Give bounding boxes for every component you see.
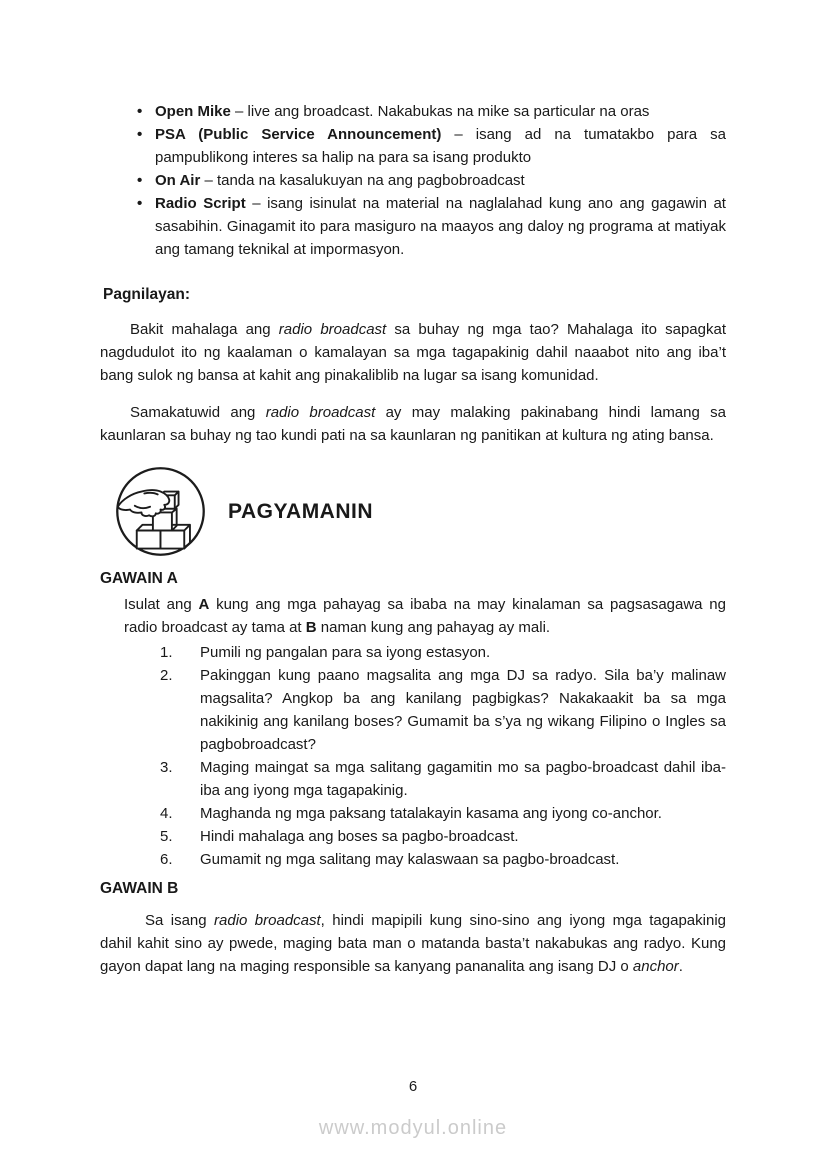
pagyamanin-banner [100,464,726,559]
list-item [100,100,726,123]
list-item [100,848,726,871]
text: kung ang mga pahayag sa ibaba na may kinalaman sa pagsasagawa ng radio broadcast ay tama at [124,596,726,636]
item-text: Pakinggan kung paano magsalita ang mga DJ sa radyo. Sila ba’y malinaw magsalita? Angkop ba ang kanilang pagbigkas? Nakakaakit ba sa mga nakikinig ang kanilang boses? Gumamit ba s’ya ng wikang Filipino o Ingles sa pagbobroadcast? [200,667,726,753]
reflection-paragraph-2 [100,401,726,447]
section-heading-pagnilayan: Pagnilayan: [103,286,190,303]
gawain-a-numbered-list [100,641,726,871]
text: naman kung ang pahayag ay mali. [316,619,551,636]
gawain-b-heading: GAWAIN B [100,880,179,897]
hand-stacking-blocks-icon [113,464,208,559]
item-number: 5. [160,828,173,845]
text: Bakit mahalaga ang [130,321,279,338]
watermark: www.modyul.online [318,1117,508,1139]
gawain-a-instructions [124,593,726,639]
page-content [100,0,726,978]
glossary-term: PSA (Public Service Announcement) [155,126,442,143]
glossary-term: Radio Script [155,195,246,212]
gawain-b-paragraph [100,909,726,978]
glossary-term: On Air [155,172,201,189]
item-text: Hindi mahalaga ang boses sa pagbo-broadcast. [200,828,519,845]
text: . [678,958,683,975]
item-text: Maghanda ng mga paksang tatalakayin kasama ang iyong co-anchor. [200,805,662,822]
item-number: 1. [160,644,173,661]
list-item [100,123,726,169]
bold-text: A [198,596,210,613]
italic-text: anchor [632,958,679,975]
bullet-marker: • [137,126,143,143]
text: ay may malaking pakinabang hindi lamang sa kaunlaran sa buhay ng tao kundi pati na sa kaunlaran ng panitikan at kultura ng ating bansa. [100,404,726,444]
item-text: Gumamit ng mga salitang may kalaswaan sa pagbo-broadcast. [200,851,620,868]
text: Sa isang [145,912,215,929]
italic-text: radio broadcast [214,912,321,929]
item-number: 6. [160,851,173,868]
bullet-marker: • [137,195,143,212]
item-text: Maging maingat sa mga salitang gagamitin mo sa pagbo-broadcast dahil iba-iba ang iyong mga tagapakinig. [200,759,726,799]
text: , hindi mapipili kung sino-sino ang iyong mga tagapakinig dahil kahit sino ay pwede, maging bata man o matanda basta’t nakabukas ang radyo. Kung gayon dapat lang na maging responsible sa kanyang pananalita ang isang DJ o [100,912,726,975]
text: Samakatuwid ang [130,404,266,421]
italic-text: radio broadcast [265,404,376,421]
italic-text: radio broadcast [278,321,387,338]
text: Isulat ang [124,596,199,613]
glossary-definition: – isang ad na tumatakbo para sa pampublikong interes sa halip na para sa isang produkto [155,126,727,166]
list-item [100,802,726,825]
text: sa buhay ng mga tao? Mahalaga ito sapagkat nagdudulot ito ng kaalaman o kamalayan sa mga tagapakinig dahil naaabot nito ang iba’t bang sulok ng bansa at kahit ang pinakaliblib na lugar sa isang komunidad. [100,321,726,384]
list-item [100,641,726,664]
glossary-definition: – isang isinulat na material na naglalahad kung ano ang gagawin at sasabihin. Ginagamit ito para masiguro na maayos ang daloy ng programa at matiyak ang tamang teknikal at impormasyon. [155,195,726,258]
item-number: 3. [160,759,173,776]
pagyamanin-heading: PAGYAMANIN [228,499,374,523]
list-item [100,169,726,192]
item-text: Pumili ng pangalan para sa iyong estasyon. [200,644,491,661]
item-number: 2. [160,667,173,684]
glossary-definition: – tanda na kasalukuyan na ang pagbobroadcast [200,172,525,189]
page-number: 6 [408,1078,418,1095]
list-item [100,756,726,802]
list-item [100,192,726,261]
gawain-a-heading: GAWAIN A [100,570,178,587]
list-item [100,825,726,848]
list-item [100,664,726,756]
bullet-marker: • [137,172,143,189]
glossary-definition: – live ang broadcast. Nakabukas na mike sa particular na oras [230,103,650,120]
bold-text: B [305,619,317,636]
bullet-marker: • [137,103,143,120]
glossary-term: Open Mike [155,103,231,120]
glossary-list [100,100,726,261]
reflection-paragraph-1 [100,318,726,387]
item-number: 4. [160,805,173,822]
